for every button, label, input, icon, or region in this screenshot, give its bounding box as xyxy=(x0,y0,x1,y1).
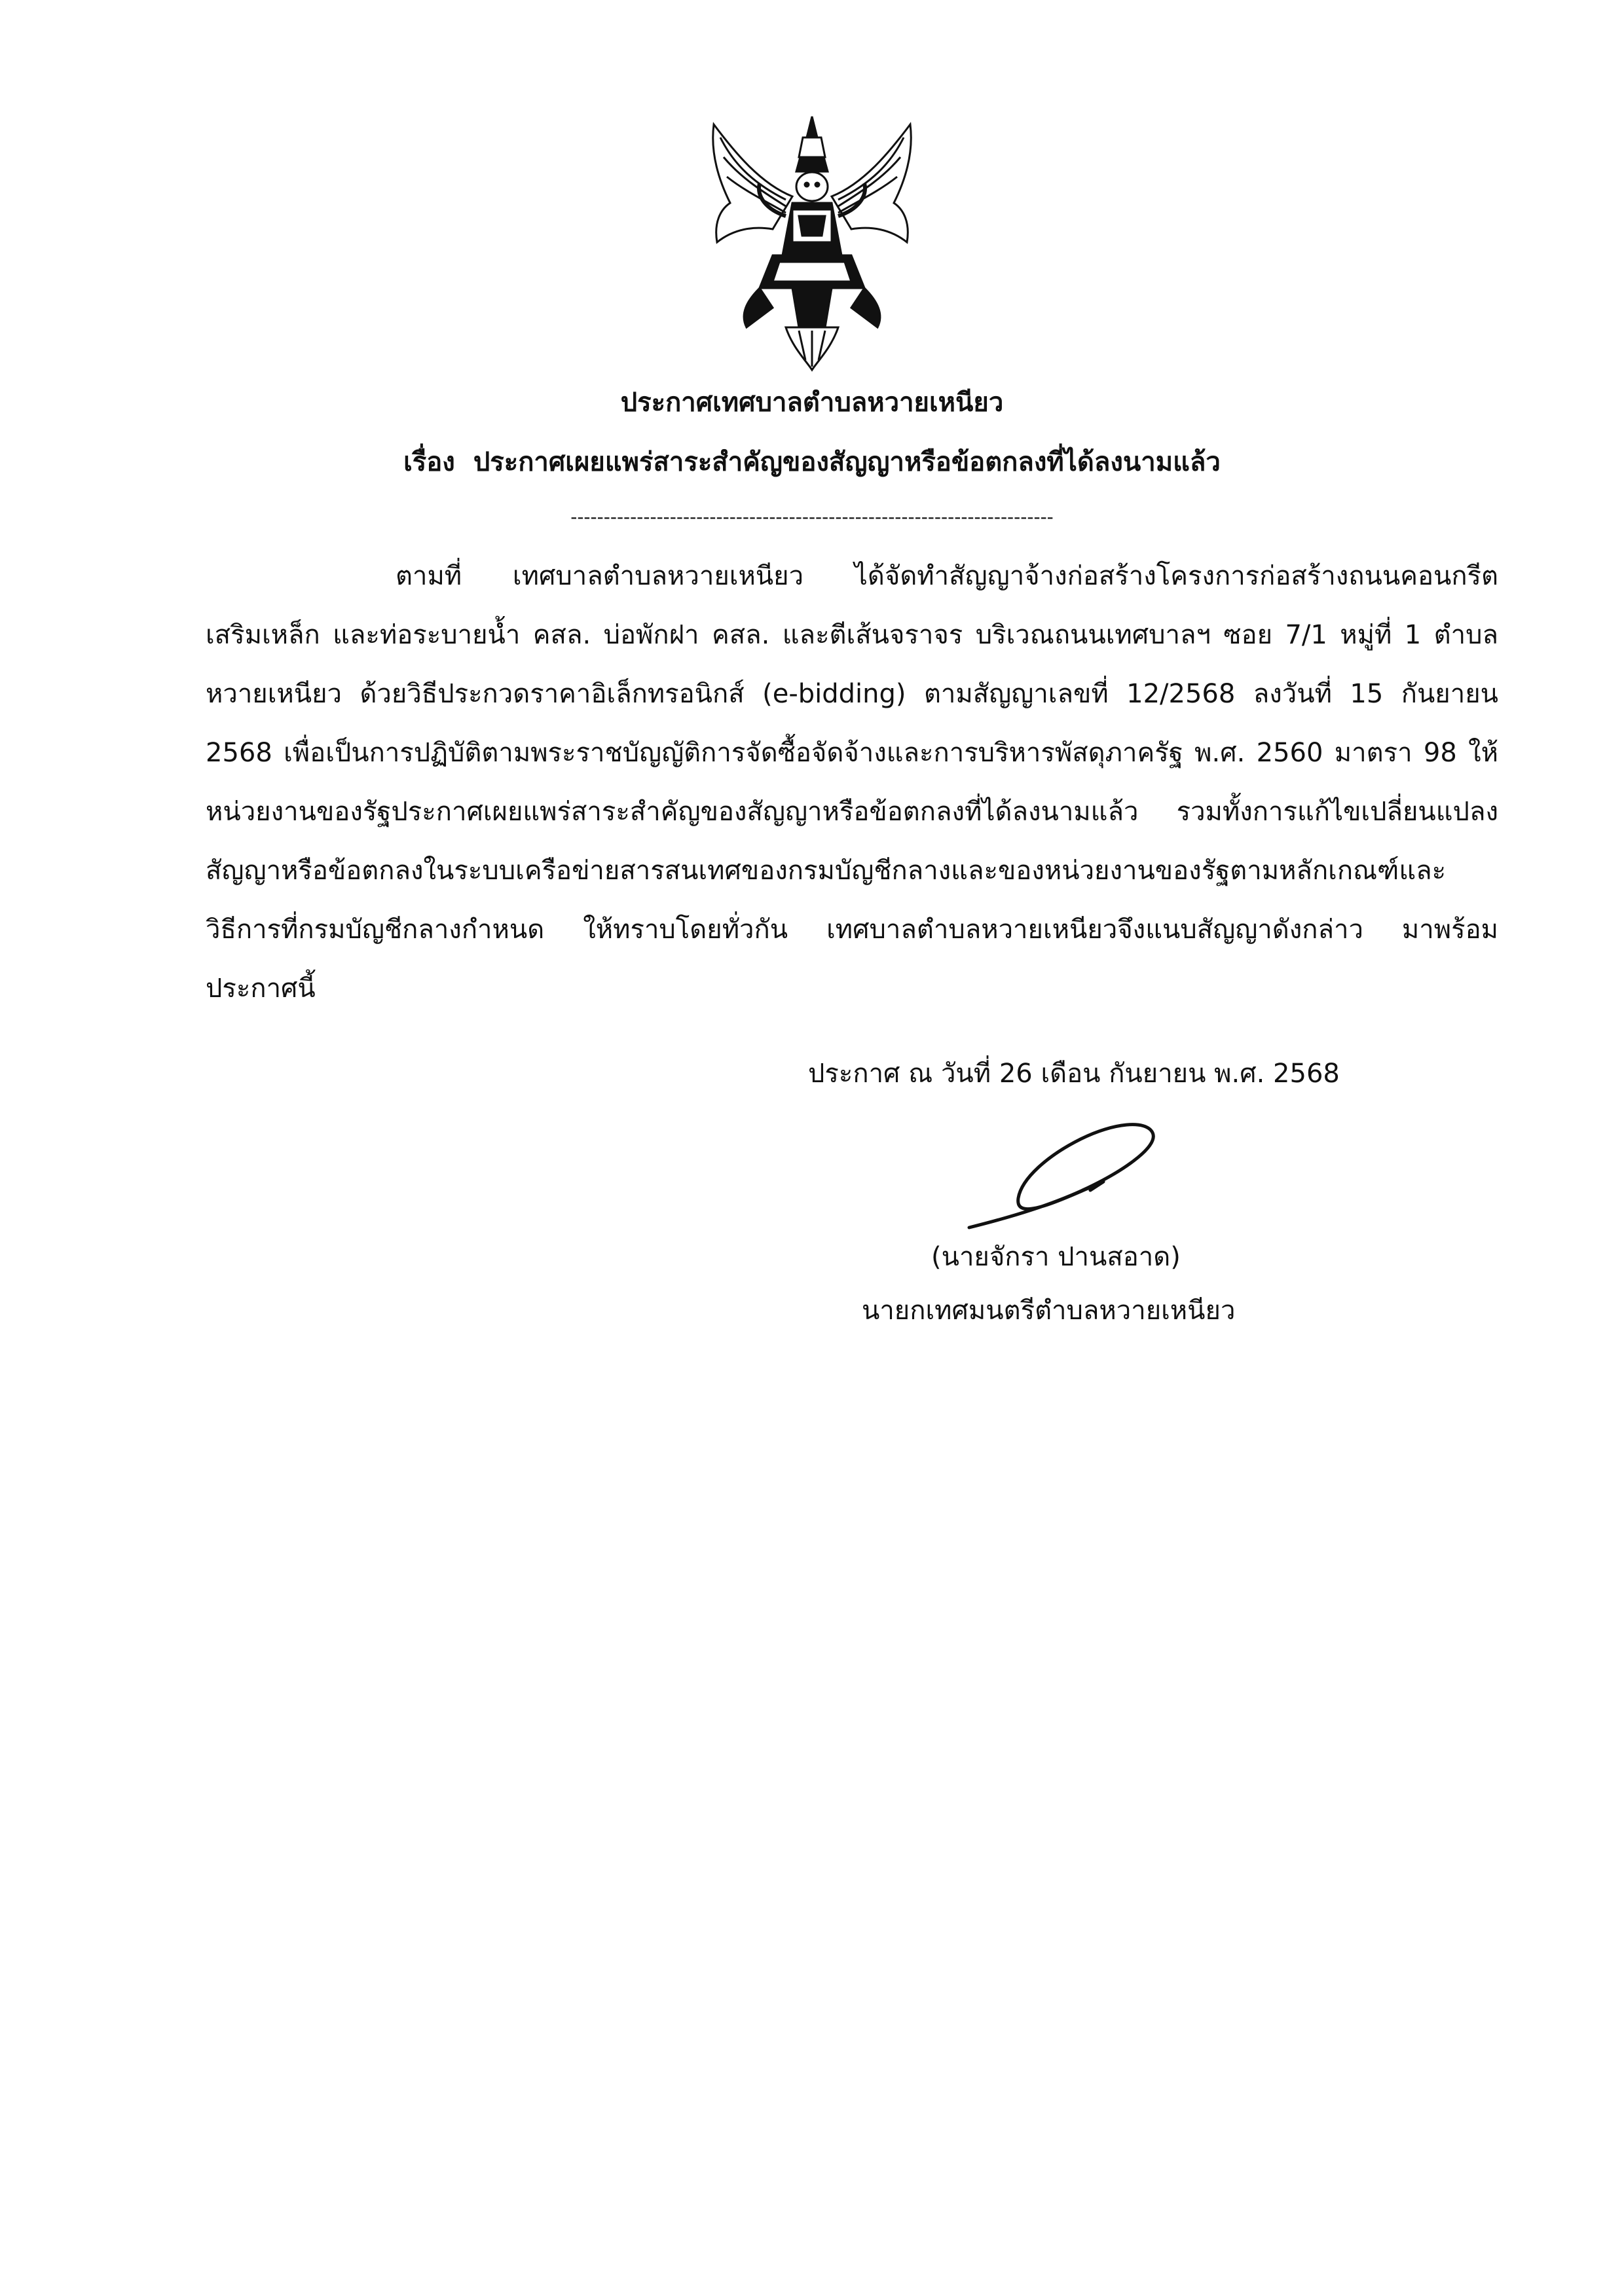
signer-name: (นายจักรา ปานสอาด) xyxy=(931,1242,1181,1272)
body-line-4: 2568 เพื่อเป็นการปฏิบัติตามพระราชบัญญัติการจัดซื้อจัดจ้างและการบริหารพัสดุภาครัฐ พ.ศ. 2560 มาตรา 98 ให้ xyxy=(206,738,1498,768)
announcement-subject-line xyxy=(0,443,1624,482)
body-line-6: สัญญาหรือข้อตกลงในระบบเครือข่ายสารสนเทศของกรมบัญชีกลางและของหน่วยงานของรัฐตามหลักเกณฑ์และ xyxy=(206,856,1447,886)
body-line-5: หน่วยงานของรัฐประกาศเผยแพร่สาระสำคัญของสัญญาหรือข้อตกลงที่ได้ลงนามแล้ว รวมทั้งการแก้ไขเปลี่ยนแปลง xyxy=(206,797,1498,827)
signature-image xyxy=(956,1106,1172,1237)
subject-label: เรื่อง xyxy=(403,447,455,477)
body-line-3: หวายเหนียว ด้วยวิธีประกวดราคาอิเล็กทรอนิกส์ (e-bidding) ตามสัญญาเลขที่ 12/2568 ลงวันที่ 15 กันยายน xyxy=(206,679,1498,709)
garuda-emblem-icon xyxy=(694,111,930,373)
body-line-7: วิธีการที่กรมบัญชีกลางกำหนด ให้ทราบโดยทั่วกัน เทศบาลตำบลหวายเหนียวจึงแนบสัญญาดังกล่าว มาพร้อม xyxy=(206,915,1498,945)
announcement-date: ประกาศ ณ วันที่ 26 เดือน กันยายน พ.ศ. 2568 xyxy=(808,1059,1340,1089)
body-line-1: ตามที่ เทศบาลตำบลหวายเหนียว ได้จัดทำสัญญาจ้างก่อสร้างโครงการก่อสร้างถนนคอนกรีต xyxy=(396,561,1498,591)
announcement-organization-title: ประกาศเทศบาลตำบลหวายเหนียว xyxy=(620,388,1004,418)
body-line-8: ประกาศนี้ xyxy=(206,974,316,1004)
body-line-2: เสริมเหล็ก และท่อระบายน้ำ คสล. บ่อพักฝา คสล. และตีเส้นจราจร บริเวณถนนเทศบาลฯ ซอย 7/1 หมู่ที่ 1 ตำบล xyxy=(206,620,1498,650)
header-divider: ------------------------------------------------------------------------- xyxy=(570,506,1054,528)
subject-text: ประกาศเผยแพร่สาระสำคัญของสัญญาหรือข้อตกลงที่ได้ลงนามแล้ว xyxy=(473,447,1221,477)
signer-position: นายกเทศมนตรีตำบลหวายเหนียว xyxy=(862,1296,1236,1326)
